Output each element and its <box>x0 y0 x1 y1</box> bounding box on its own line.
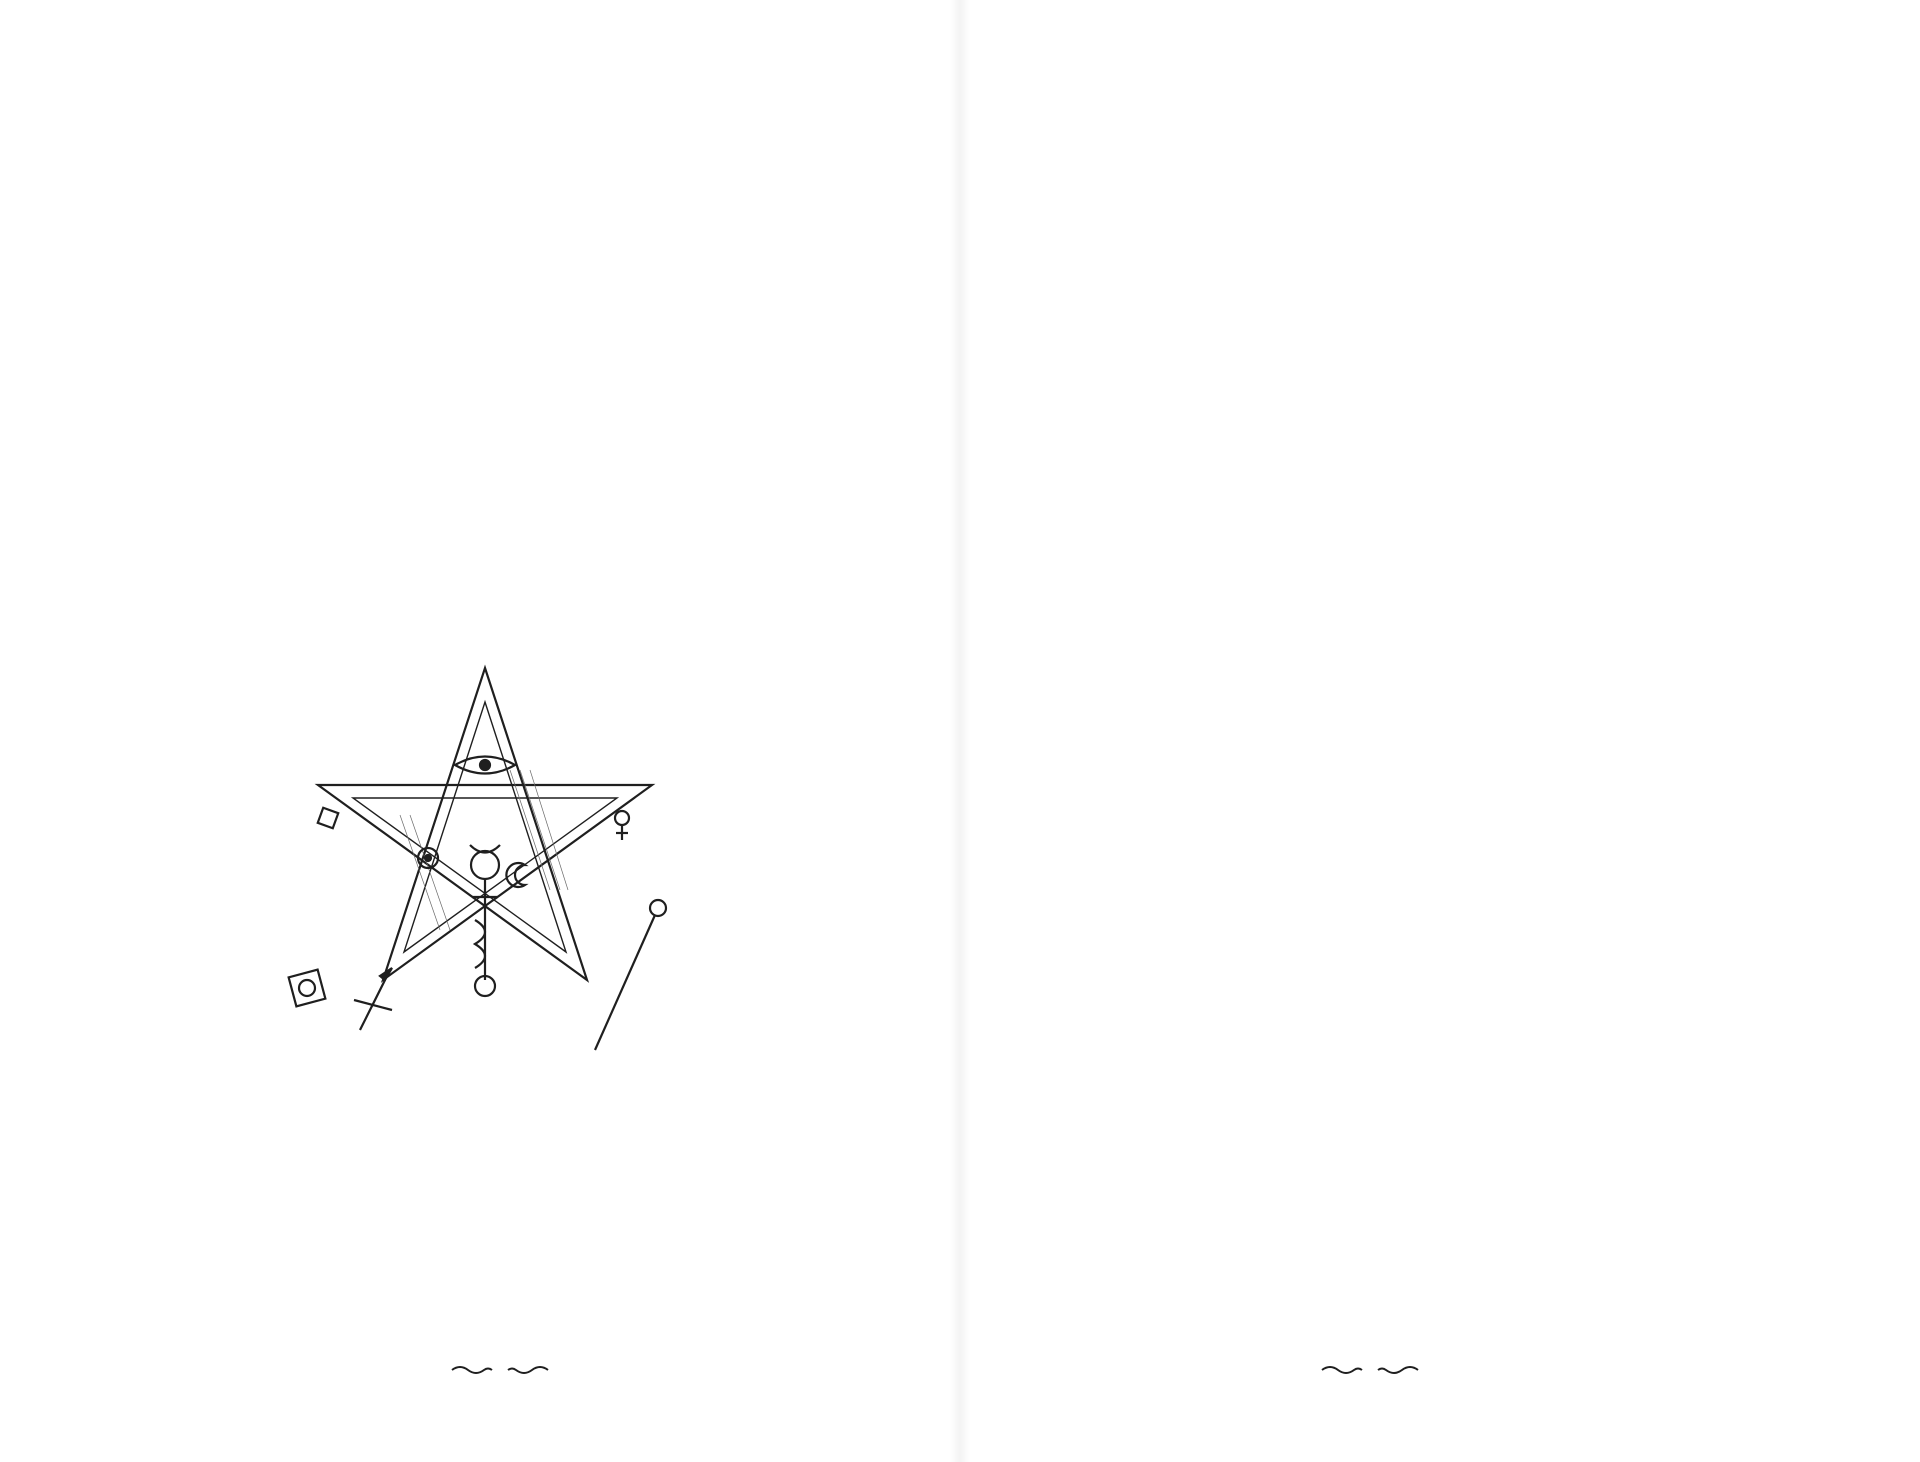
pentagram-illustration <box>250 650 720 1120</box>
talisman-square-icon <box>289 970 326 1007</box>
wand-icon <box>595 900 666 1050</box>
venus-symbol-icon <box>615 811 629 840</box>
sword-icon <box>354 968 392 1030</box>
folio-ornament-left-icon <box>450 1362 494 1378</box>
right-page <box>960 0 1920 1462</box>
page-number-left <box>420 1355 580 1385</box>
folio-ornament-right-icon <box>506 1362 550 1378</box>
caduceus-staff-icon <box>475 912 495 996</box>
folio-ornament-right-icon <box>1376 1362 1420 1378</box>
mercury-symbol-icon <box>470 845 500 912</box>
folio-ornament-left-icon <box>1320 1362 1364 1378</box>
square-symbol-icon <box>318 808 339 829</box>
page-number-right <box>1290 1355 1450 1385</box>
